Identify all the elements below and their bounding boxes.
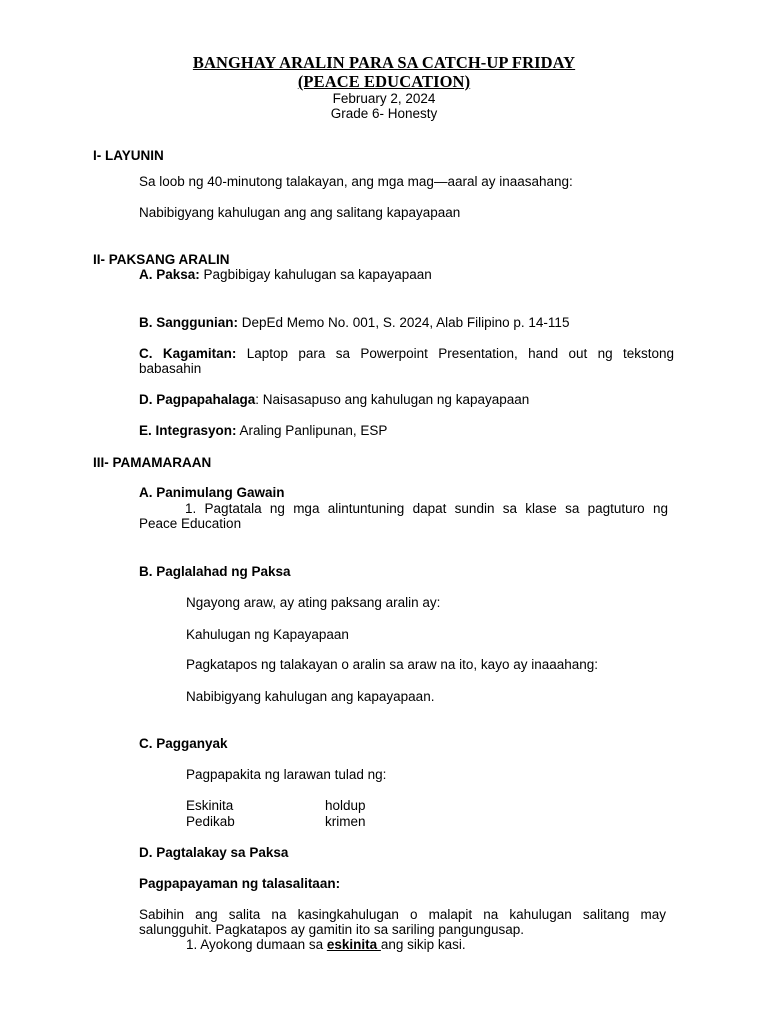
word-list-item: krimen <box>325 814 366 829</box>
layunin-intro: Sa loob ng 40-minutong talakayan, ang mga mag—aaral ay inaasahang: <box>139 174 573 189</box>
paksa-line: A. Paksa: Pagbibigay kahulugan sa kapayapaan <box>139 267 432 282</box>
underlined-word: eskinita <box>326 937 381 952</box>
talasalitaan-item-1: 1. Ayokong dumaan sa eskinita ang sikip kasi. <box>186 937 466 952</box>
paglalahad-p1: Ngayong araw, ay ating paksang aralin ay: <box>186 595 441 610</box>
sanggunian-line: B. Sanggunian: DepEd Memo No. 001, S. 2024, Alab Filipino p. 14-115 <box>139 315 570 330</box>
pagganyak-heading: C. Pagganyak <box>139 736 228 751</box>
document-subtitle: (PEACE EDUCATION) <box>297 72 471 91</box>
pagtalakay-heading: D. Pagtalakay sa Paksa <box>139 845 289 860</box>
paglalahad-p3: Pagkatapos ng talakayan o aralin sa araw na ito, kayo ay inaaahang: <box>186 657 599 672</box>
pagpapahalaga-line: D. Pagpapahalaga: Naisasapuso ang kahulugan ng kapayapaan <box>139 392 530 407</box>
pagganyak-p1: Pagpapakita ng larawan tulad ng: <box>186 767 387 782</box>
section-heading-layunin: I- LAYUNIN <box>93 148 164 163</box>
talasalitaan-paragraph: Sabihin ang salita na kasingkahulugan o malapit na kahulugan salitang may salungguhit. Pagkatapos ay gamitin ito sa sariling pangungusap. <box>139 907 666 937</box>
document-grade: Grade 6- Honesty <box>330 106 438 121</box>
word-list-item: Eskinita <box>186 798 234 813</box>
word-list-item: holdup <box>325 798 366 813</box>
section-heading-paksang-aralin: II- PAKSANG ARALIN <box>93 252 230 267</box>
document-date: February 2, 2024 <box>332 91 436 106</box>
layunin-objective: Nabibigyang kahulugan ang ang salitang kapayapaan <box>139 205 461 220</box>
document-title: BANGHAY ARALIN PARA SA CATCH-UP FRIDAY <box>192 53 576 72</box>
panimula-item: 1. Pagtatala ng mga alintuntuning dapat sundin sa klase sa pagtuturo ng Peace Education <box>139 501 668 531</box>
kagamitan-paragraph: C. Kagamitan: Laptop para sa Powerpoint Presentation, hand out ng tekstong babasahin <box>139 346 674 376</box>
word-list-item: Pedikab <box>186 814 235 829</box>
talasalitaan-heading: Pagpapayaman ng talasalitaan: <box>139 876 341 891</box>
paglalahad-p4: Nabibigyang kahulugan ang kapayapaan. <box>186 689 435 704</box>
paglalahad-heading: B. Paglalahad ng Paksa <box>139 564 291 579</box>
integrasyon-line: E. Integrasyon: Araling Panlipunan, ESP <box>139 423 388 438</box>
panimula-heading: A. Panimulang Gawain <box>139 485 285 500</box>
section-heading-pamamaraan: III- PAMAMARAAN <box>93 455 212 470</box>
paglalahad-p2: Kahulugan ng Kapayapaan <box>186 627 349 642</box>
